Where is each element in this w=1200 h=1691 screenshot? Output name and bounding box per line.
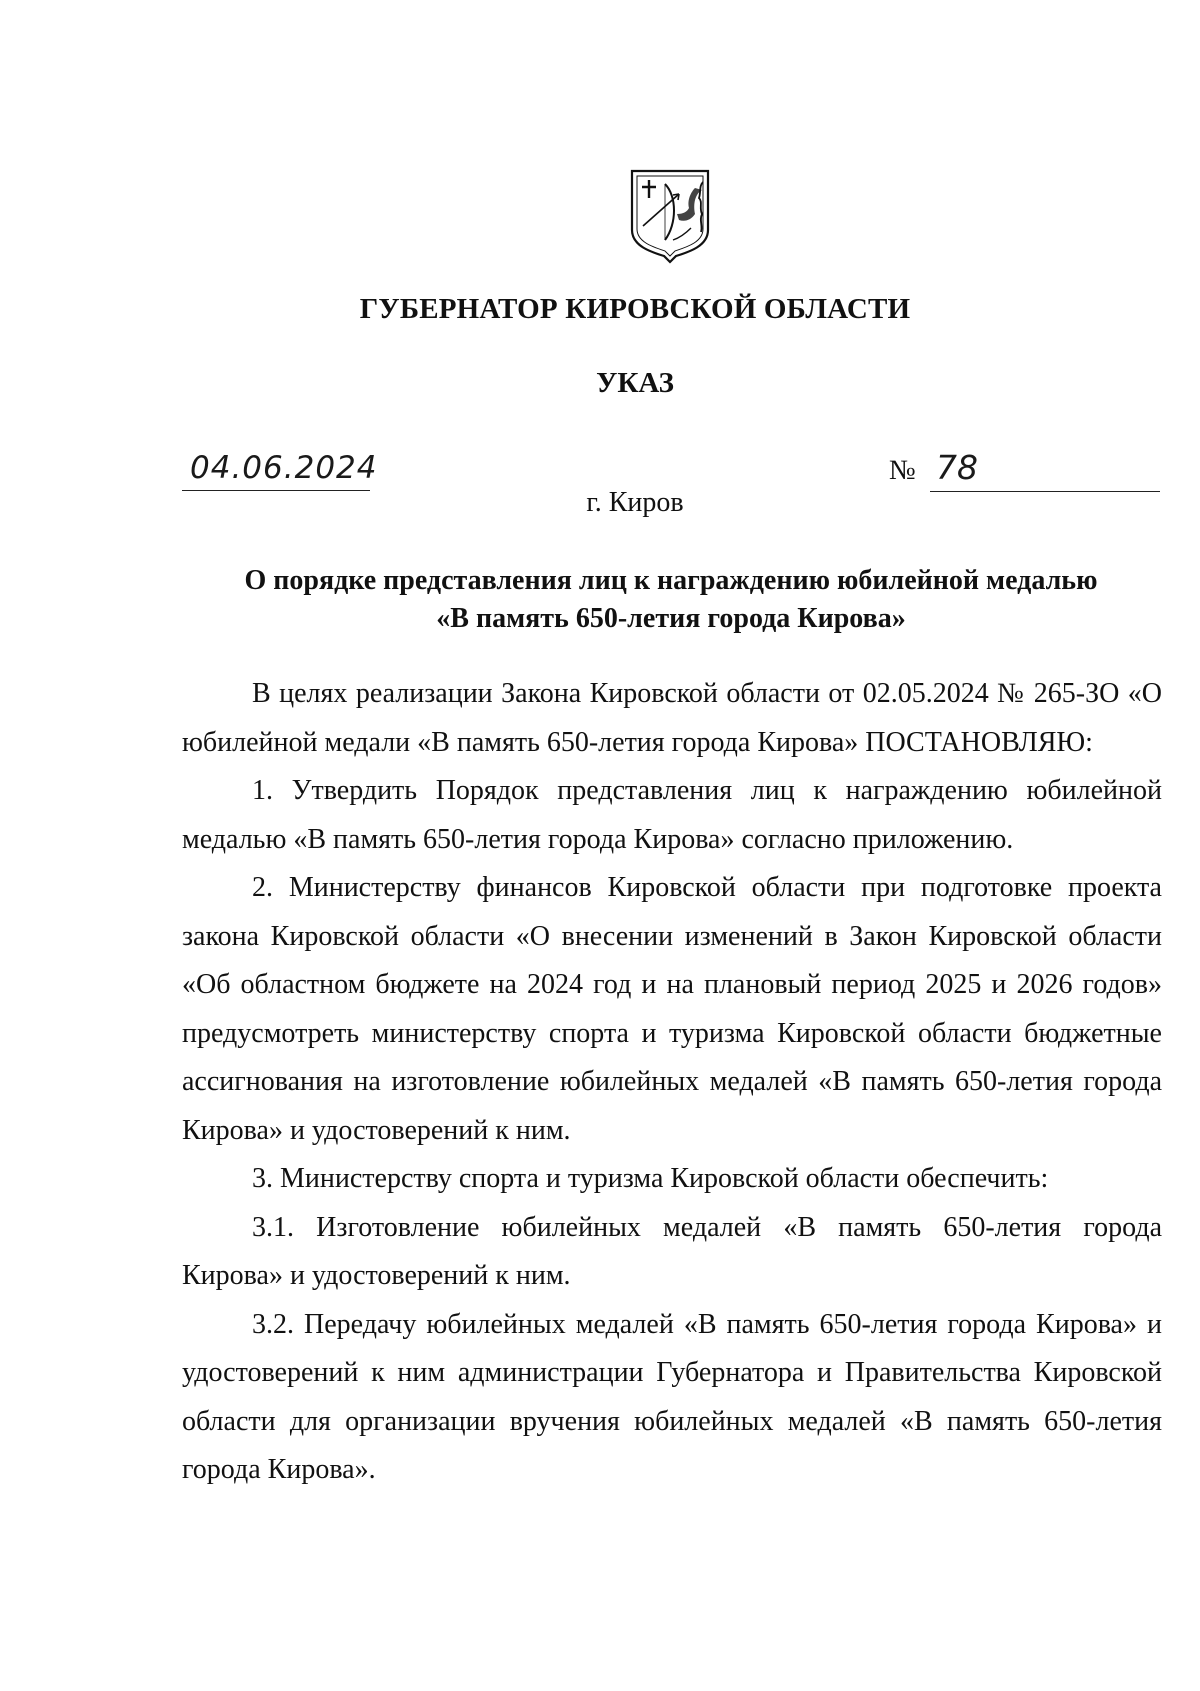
issuer-title: ГУБЕРНАТОР КИРОВСКОЙ ОБЛАСТИ <box>359 293 911 325</box>
paragraph-1: 1. Утвердить Порядок представления лиц к награждению юбилейной медалью «В память 650-летия города Кирова» согласно приложению. <box>182 775 1162 855</box>
paragraph-3: 3. Министерству спорта и туризма Кировской области обеспечить: <box>252 1163 1049 1194</box>
document-type: УКАЗ <box>596 367 674 399</box>
subject-line-1: О порядке представления лиц к награждению юбилейной медалью <box>244 565 1098 596</box>
paragraph-3-1: 3.1. Изготовление юбилейных медалей «В память 650-летия города Кирова» и удостоверений к ним. <box>182 1211 1162 1291</box>
handwritten-date: 04.06.2024 <box>190 450 378 486</box>
number-field <box>930 450 1160 492</box>
kirov-coat-of-arms-icon <box>629 168 711 264</box>
date-field <box>182 450 378 491</box>
handwritten-number: 78 <box>936 448 978 487</box>
preamble-paragraph: В целях реализации Закона Кировской области от 02.05.2024 № 265-ЗО «О юбилейной медали «В память 650-летия города Кирова» ПОСТАНОВЛЯЮ: <box>182 678 1162 758</box>
place-of-issue: г. Киров <box>586 487 684 518</box>
paragraph-3-2: 3.2. Передачу юбилейных медалей «В память 650-летия города Кирова» и удостоверений к ним администрации Губернатора и Правительства Кировской области для организации вручения юбилейных медалей «В память 650-летия города Кирова». <box>182 1308 1162 1485</box>
number-label: № <box>889 455 916 486</box>
paragraph-2: 2. Министерству финансов Кировской области при подготовке проекта закона Кировской области «О внесении изменений в Закон Кировской области «Об областном бюджете на 2024 год и на плановый период 2025 и 2026 годов» предусмотреть министерству спорта и туризма Кировской области бюджетные ассигнования на изготовление юбилейных медалей «В память 650-летия города Кирова» и удостоверений к ним. <box>182 872 1162 1146</box>
subject-line-2: «В память 650-летия города Кирова» <box>436 603 906 634</box>
document-body <box>182 670 1162 1495</box>
document-subject <box>182 562 1160 638</box>
